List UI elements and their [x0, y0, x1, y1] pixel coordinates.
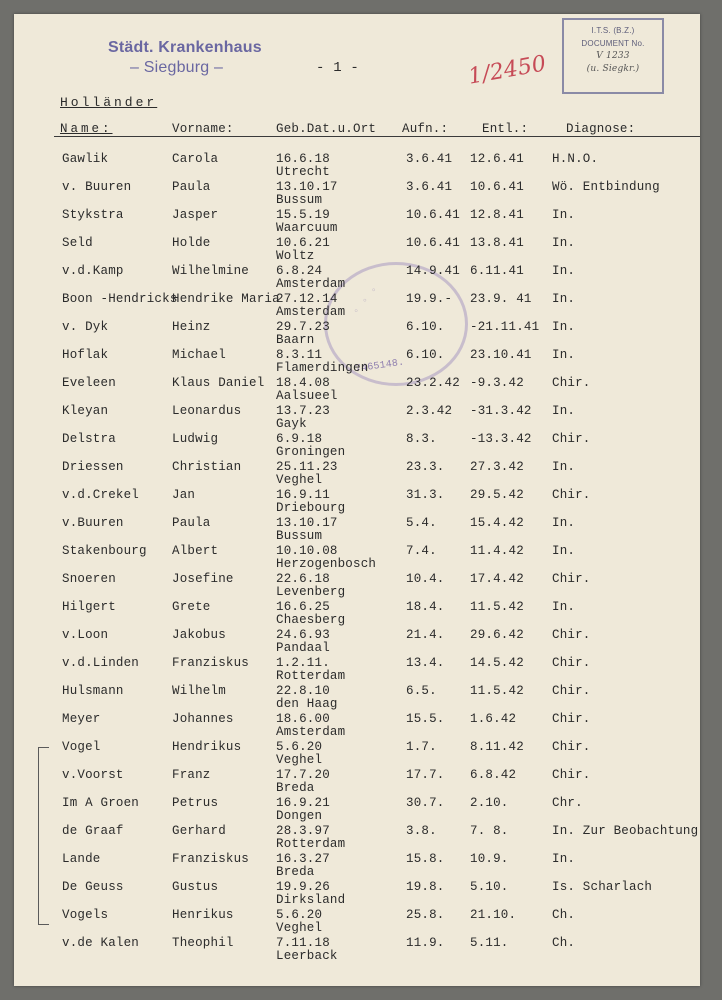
- table-row: [14, 544, 700, 572]
- table-row: [14, 432, 700, 460]
- patient-birthdate: 7.11.18: [276, 936, 330, 950]
- patient-vorname: Jakobus: [172, 628, 226, 642]
- patient-birthdate: 22.8.10: [276, 684, 330, 698]
- patient-discharge: 6.11.41: [470, 264, 524, 278]
- patient-name: v.d.Kamp: [62, 264, 124, 278]
- patient-admission: 19.8.: [406, 880, 445, 894]
- patient-discharge: 15.4.42: [470, 516, 524, 530]
- patient-name: De Geuss: [62, 880, 124, 894]
- table-row: [14, 376, 700, 404]
- patient-discharge: 17.4.42: [470, 572, 524, 586]
- patient-vorname: Jasper: [172, 208, 219, 222]
- patient-admission: 30.7.: [406, 796, 445, 810]
- patient-admission: 21.4.: [406, 628, 445, 642]
- patient-vorname: Christian: [172, 460, 242, 474]
- patient-name: v.Voorst: [62, 768, 124, 782]
- patient-name: Meyer: [62, 712, 101, 726]
- patient-discharge: 29.6.42: [470, 628, 524, 642]
- patient-name: Eveleen: [62, 376, 116, 390]
- table-row: [14, 684, 700, 712]
- patient-discharge: 23.9. 41: [470, 292, 532, 306]
- patient-discharge: 23.10.41: [470, 348, 532, 362]
- patient-name: v.de Kalen: [62, 936, 140, 950]
- table-row: [14, 740, 700, 768]
- patient-birthdate: 15.5.19: [276, 208, 330, 222]
- patient-vorname: Ludwig: [172, 432, 219, 446]
- patient-birthdate: 8.3.11: [276, 348, 323, 362]
- table-row: [14, 628, 700, 656]
- patient-name: Driessen: [62, 460, 124, 474]
- patient-birthdate: 16.6.25: [276, 600, 330, 614]
- patient-birthdate: 19.9.26: [276, 880, 330, 894]
- table-row: [14, 936, 700, 964]
- patient-discharge: 2.10.: [470, 796, 509, 810]
- table-row: [14, 768, 700, 796]
- patient-diagnosis: In.: [552, 236, 576, 250]
- patient-discharge: -9.3.42: [470, 376, 524, 390]
- patient-birthdate: 16.9.21: [276, 796, 330, 810]
- table-row: [14, 908, 700, 936]
- patient-admission: 3.8.: [406, 824, 437, 838]
- patient-birthplace: Leerback: [276, 949, 338, 963]
- patient-name: Vogel: [62, 740, 101, 754]
- patient-vorname: Heinz: [172, 320, 211, 334]
- patient-diagnosis: Ch.: [552, 908, 576, 922]
- patient-birthplace: Veghel: [276, 473, 323, 487]
- patient-diagnosis: Ch.: [552, 936, 576, 950]
- patient-name: Snoeren: [62, 572, 116, 586]
- patient-name: Delstra: [62, 432, 116, 446]
- patient-name: Im A Groen: [62, 796, 140, 810]
- patient-admission: 11.9.: [406, 936, 445, 950]
- its-line2: DOCUMENT No.: [581, 39, 645, 48]
- patient-name: Hilgert: [62, 600, 116, 614]
- patient-name: Stykstra: [62, 208, 124, 222]
- patient-vorname: Johannes: [172, 712, 234, 726]
- patient-discharge: 14.5.42: [470, 656, 524, 670]
- patient-admission: 10.6.41: [406, 208, 460, 222]
- patient-discharge: 27.3.42: [470, 460, 524, 474]
- patient-vorname: Wilhelmine: [172, 264, 250, 278]
- patient-birthplace: Herzogenbosch: [276, 557, 377, 571]
- patient-birthplace: Gayk: [276, 417, 307, 431]
- patient-admission: 6.10.: [406, 348, 445, 362]
- patient-vorname: Petrus: [172, 796, 219, 810]
- patient-vorname: Theophil: [172, 936, 234, 950]
- patient-vorname: Wilhelm: [172, 684, 226, 698]
- patient-vorname: Hendrikus: [172, 740, 242, 754]
- patient-diagnosis: Is. Scharlach: [552, 880, 653, 894]
- patient-diagnosis: H.N.O.: [552, 152, 599, 166]
- header-geb: Geb.Dat.u.Ort: [276, 122, 377, 136]
- patient-discharge: 13.8.41: [470, 236, 524, 250]
- header-rule: [54, 136, 700, 137]
- patient-name: Hoflak: [62, 348, 109, 362]
- patient-birthdate: 16.6.18: [276, 152, 330, 166]
- patient-vorname: Paula: [172, 516, 211, 530]
- page-title: Holländer: [60, 95, 158, 110]
- patient-diagnosis: Wö. Entbindung: [552, 180, 660, 194]
- table-row: [14, 208, 700, 236]
- header-aufn: Aufn.:: [402, 122, 449, 136]
- patient-discharge: 5.11.: [470, 936, 509, 950]
- patient-admission: 15.5.: [406, 712, 445, 726]
- patient-vorname: Michael: [172, 348, 226, 362]
- patient-admission: 6.5.: [406, 684, 437, 698]
- patient-discharge: 12.6.41: [470, 152, 524, 166]
- table-row: [14, 516, 700, 544]
- patient-discharge: -13.3.42: [470, 432, 532, 446]
- table-row: [14, 404, 700, 432]
- patient-birthdate: 13.10.17: [276, 516, 338, 530]
- oval-stamp-number: 7465148.: [354, 357, 406, 376]
- patient-vorname: Grete: [172, 600, 211, 614]
- patient-diagnosis: Chir.: [552, 376, 591, 390]
- header-entl: Entl.:: [482, 122, 529, 136]
- hospital-stamp-line1: Städt. Krankenhaus: [108, 39, 262, 56]
- patient-birthplace: Bussum: [276, 529, 323, 543]
- patient-admission: 23.2.42: [406, 376, 460, 390]
- table-row: [14, 236, 700, 264]
- patient-vorname: Franz: [172, 768, 211, 782]
- patient-birthplace: Baarn: [276, 333, 315, 347]
- patient-admission: 7.4.: [406, 544, 437, 558]
- patient-birthplace: Flamerdingen: [276, 361, 369, 375]
- table-row: [14, 152, 700, 180]
- patient-birthplace: Pandaal: [276, 641, 330, 655]
- patient-vorname: Franziskus: [172, 656, 250, 670]
- patient-vorname: Carola: [172, 152, 219, 166]
- patient-diagnosis: In.: [552, 208, 576, 222]
- patient-discharge: -31.3.42: [470, 404, 532, 418]
- patient-admission: 3.6.41: [406, 180, 453, 194]
- table-row: [14, 320, 700, 348]
- its-line4: (u. Siegkr.): [586, 64, 640, 74]
- patient-diagnosis: In.: [552, 544, 576, 558]
- patient-diagnosis: In.: [552, 320, 576, 334]
- patient-admission: 23.3.: [406, 460, 445, 474]
- document-page: [14, 14, 700, 986]
- patient-admission: 3.6.41: [406, 152, 453, 166]
- patient-diagnosis: Chir.: [552, 740, 591, 754]
- patient-birthplace: Dongen: [276, 809, 323, 823]
- patient-diagnosis: Chir.: [552, 628, 591, 642]
- patient-birthplace: Amsterdam: [276, 305, 346, 319]
- patient-name: v.d.Linden: [62, 656, 140, 670]
- patient-birthplace: Utrecht: [276, 165, 330, 179]
- patient-admission: 10.6.41: [406, 236, 460, 250]
- patient-admission: 25.8.: [406, 908, 445, 922]
- patient-birthplace: den Haag: [276, 697, 338, 711]
- patient-diagnosis: Chir.: [552, 488, 591, 502]
- patient-discharge: 1.6.42: [470, 712, 517, 726]
- patient-admission: 6.10.: [406, 320, 445, 334]
- patient-diagnosis: In.: [552, 600, 576, 614]
- patient-birthplace: Rotterdam: [276, 837, 346, 851]
- oval-stamp-mark: ◦ ◦ ◦: [350, 284, 382, 318]
- patient-birthdate: 27.12.14: [276, 292, 338, 306]
- patient-discharge: 29.5.42: [470, 488, 524, 502]
- patient-birthdate: 1.2.11.: [276, 656, 330, 670]
- patient-birthdate: 22.6.18: [276, 572, 330, 586]
- patient-birthdate: 16.9.11: [276, 488, 330, 502]
- patient-vorname: Holde: [172, 236, 211, 250]
- patient-vorname: Gustus: [172, 880, 219, 894]
- patient-birthdate: 18.6.00: [276, 712, 330, 726]
- patient-birthdate: 5.6.20: [276, 740, 323, 754]
- its-line1: I.T.S. (B.Z.): [591, 26, 635, 35]
- patient-admission: 18.4.: [406, 600, 445, 614]
- patient-birthplace: Veghel: [276, 921, 323, 935]
- patient-vorname: Klaus Daniel: [172, 376, 265, 390]
- patient-diagnosis: In.: [552, 852, 576, 866]
- patient-birthdate: 25.11.23: [276, 460, 338, 474]
- patient-vorname: Albert: [172, 544, 219, 558]
- table-row: [14, 460, 700, 488]
- patient-vorname: Henrikus: [172, 908, 234, 922]
- table-row: [14, 348, 700, 376]
- patient-birthdate: 6.8.24: [276, 264, 323, 278]
- patient-name: de Graaf: [62, 824, 124, 838]
- patient-name: Hulsmann: [62, 684, 124, 698]
- patient-admission: 31.3.: [406, 488, 445, 502]
- patient-vorname: Hendrike Maria: [172, 292, 280, 306]
- header-name: Name:: [60, 122, 113, 136]
- table-row: [14, 264, 700, 292]
- patient-birthplace: Driebourg: [276, 501, 346, 515]
- patient-birthdate: 24.6.93: [276, 628, 330, 642]
- patient-discharge: 6.8.42: [470, 768, 517, 782]
- patient-name: Gawlik: [62, 152, 109, 166]
- table-row: [14, 712, 700, 740]
- patient-birthdate: 10.10.08: [276, 544, 338, 558]
- patient-diagnosis: Chir.: [552, 572, 591, 586]
- patient-vorname: Jan: [172, 488, 196, 502]
- patient-diagnosis: In.: [552, 516, 576, 530]
- patient-discharge: 8.11.42: [470, 740, 524, 754]
- patient-diagnosis: In.: [552, 460, 576, 474]
- patient-diagnosis: In.: [552, 264, 576, 278]
- patient-diagnosis: In.: [552, 348, 576, 362]
- table-row: [14, 656, 700, 684]
- patient-vorname: Franziskus: [172, 852, 250, 866]
- patient-birthdate: 5.6.20: [276, 908, 323, 922]
- patient-diagnosis: Chir.: [552, 684, 591, 698]
- patient-birthplace: Aalsueel: [276, 389, 338, 403]
- patient-admission: 10.4.: [406, 572, 445, 586]
- table-row: [14, 600, 700, 628]
- patient-diagnosis: Chir.: [552, 656, 591, 670]
- patient-discharge: 21.10.: [470, 908, 517, 922]
- patient-birthdate: 18.4.08: [276, 376, 330, 390]
- patient-birthplace: Groningen: [276, 445, 346, 459]
- patient-birthdate: 17.7.20: [276, 768, 330, 782]
- patient-birthplace: Breda: [276, 781, 315, 795]
- patient-vorname: Josefine: [172, 572, 234, 586]
- table-row: [14, 488, 700, 516]
- patient-birthplace: Levenberg: [276, 585, 346, 599]
- patient-discharge: 5.10.: [470, 880, 509, 894]
- patient-name: v. Buuren: [62, 180, 132, 194]
- patient-admission: 8.3.: [406, 432, 437, 446]
- patient-diagnosis: Chir.: [552, 432, 591, 446]
- patient-birthplace: Veghel: [276, 753, 323, 767]
- table-row: [14, 572, 700, 600]
- patient-name: Lande: [62, 852, 101, 866]
- patient-diagnosis: In.: [552, 292, 576, 306]
- patient-name: Kleyan: [62, 404, 109, 418]
- table-row: [14, 824, 700, 852]
- table-row: [14, 292, 700, 320]
- patient-birthdate: 28.3.97: [276, 824, 330, 838]
- patient-admission: 14.9.41: [406, 264, 460, 278]
- patient-vorname: Paula: [172, 180, 211, 194]
- its-line3: V 1233: [596, 51, 630, 61]
- patient-name: Stakenbourg: [62, 544, 147, 558]
- its-document-stamp: [562, 18, 664, 94]
- header-vorname: Vorname:: [172, 122, 234, 136]
- patient-birthplace: Bussum: [276, 193, 323, 207]
- patient-birthplace: Rotterdam: [276, 669, 346, 683]
- patient-admission: 5.4.: [406, 516, 437, 530]
- header-diagnose: Diagnose:: [566, 122, 636, 136]
- red-handwritten-number: 1/2450: [466, 51, 549, 90]
- patient-admission: 2.3.42: [406, 404, 453, 418]
- patient-birthplace: Amsterdam: [276, 725, 346, 739]
- patient-birthdate: 6.9.18: [276, 432, 323, 446]
- hospital-stamp-line2: – Siegburg –: [130, 59, 224, 76]
- patient-diagnosis: Chir.: [552, 712, 591, 726]
- patient-vorname: Gerhard: [172, 824, 226, 838]
- hospital-stamp: [108, 38, 262, 78]
- patient-discharge: 7. 8.: [470, 824, 509, 838]
- patient-vorname: Leonardus: [172, 404, 242, 418]
- patient-name: Vogels: [62, 908, 109, 922]
- table-row: [14, 180, 700, 208]
- table-row: [14, 880, 700, 908]
- patient-discharge: 10.9.: [470, 852, 509, 866]
- patient-name: v.Loon: [62, 628, 109, 642]
- patient-admission: 15.8.: [406, 852, 445, 866]
- patient-birthplace: Amsterdam: [276, 277, 346, 291]
- patient-birthplace: Breda: [276, 865, 315, 879]
- patient-name: v.d.Crekel: [62, 488, 140, 502]
- patient-admission: 1.7.: [406, 740, 437, 754]
- patient-birthplace: Waarcuum: [276, 221, 338, 235]
- patient-discharge: 12.8.41: [470, 208, 524, 222]
- patient-birthdate: 29.7.23: [276, 320, 330, 334]
- patient-admission: 17.7.: [406, 768, 445, 782]
- patient-name: Boon -Hendricks: [62, 292, 178, 306]
- patient-birthplace: Chaesberg: [276, 613, 346, 627]
- patient-discharge: 10.6.41: [470, 180, 524, 194]
- patient-birthdate: 13.7.23: [276, 404, 330, 418]
- patient-birthdate: 10.6.21: [276, 236, 330, 250]
- patient-diagnosis: In. Zur Beobachtung: [552, 824, 699, 838]
- patient-name: v. Dyk: [62, 320, 109, 334]
- patient-birthdate: 16.3.27: [276, 852, 330, 866]
- patient-admission: 13.4.: [406, 656, 445, 670]
- patient-discharge: 11.4.42: [470, 544, 524, 558]
- patient-discharge: 11.5.42: [470, 684, 524, 698]
- margin-bracket: [38, 747, 49, 925]
- patient-birthplace: Woltz: [276, 249, 315, 263]
- page-number: - 1 -: [316, 60, 360, 76]
- patient-birthplace: Dirksland: [276, 893, 346, 907]
- table-row: [14, 796, 700, 824]
- patient-diagnosis: Chr.: [552, 796, 583, 810]
- patient-discharge: 11.5.42: [470, 600, 524, 614]
- patient-name: Seld: [62, 236, 93, 250]
- patient-admission: 19.9.-: [406, 292, 453, 306]
- patient-diagnosis: Chir.: [552, 768, 591, 782]
- patient-diagnosis: In.: [552, 404, 576, 418]
- patient-discharge: -21.11.41: [470, 320, 540, 334]
- patient-birthdate: 13.10.17: [276, 180, 338, 194]
- table-row: [14, 852, 700, 880]
- patient-name: v.Buuren: [62, 516, 124, 530]
